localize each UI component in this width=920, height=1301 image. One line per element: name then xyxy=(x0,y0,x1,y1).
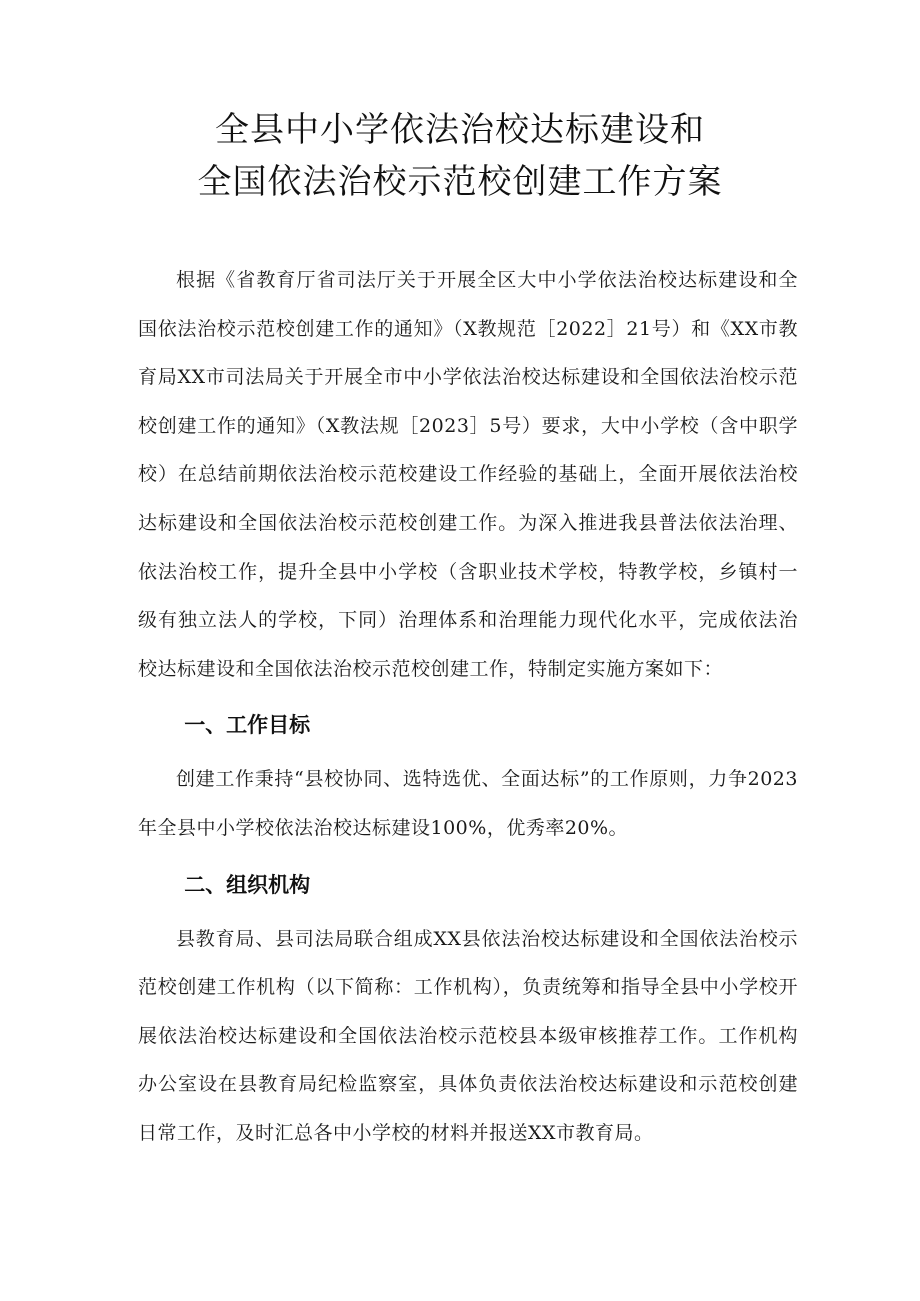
section-heading-organization: 二、组织机构 xyxy=(184,872,311,897)
document-title xyxy=(0,104,920,208)
intro-paragraph: 根据《省教育厅省司法厅关于开展全区大中小学依法治校达标建设和全国依法治校示范校创建工作的通知》（X教规范［2022］21号）和《XX市教育局XX市司法局关于开展全市中小学依法治校达标建设和全国依法治校示范校创建工作的通知》（X教法规［2023］5号）要求，大中小学校（含中职学校）在总结前期依法治校示范校建设工作经验的基础上，全面开展依法治校达标建设和全国依法治校示范校创建工作。为深入推进我县普法依法治理、依法治校工作，提升全县中小学校（含职业技术学校，特教学校，乡镇村一级有独立法人的学校，下同）治理体系和治理能力现代化水平，完成依法治校达标建设和全国依法治校示范校创建工作，特制定实施方案如下： xyxy=(138,269,798,680)
section-paragraph-goals: 创建工作秉持“县校协同、选特选优、全面达标”的工作原则，力争2023年全县中小学校依法治校达标建设100%，优秀率20%。 xyxy=(138,768,798,839)
title-line-2: 全国依法治校示范校创建工作方案 xyxy=(197,162,723,202)
document-body xyxy=(138,256,798,1158)
section-paragraph-organization: 县教育局、县司法局联合组成XX县依法治校达标建设和全国依法治校示范校创建工作机构（以下简称：工作机构），负责统筹和指导全县中小学校开展依法治校达标建设和全国依法治校示范校县本级审核推荐工作。工作机构办公室设在县教育局纪检监察室，具体负责依法治校达标建设和示范校创建日常工作，及时汇总各中小学校的材料并报送XX市教育局。 xyxy=(138,927,798,1144)
title-line-1: 全县中小学依法治校达标建设和 xyxy=(215,110,705,150)
section-heading-goals: 一、工作目标 xyxy=(184,713,311,738)
